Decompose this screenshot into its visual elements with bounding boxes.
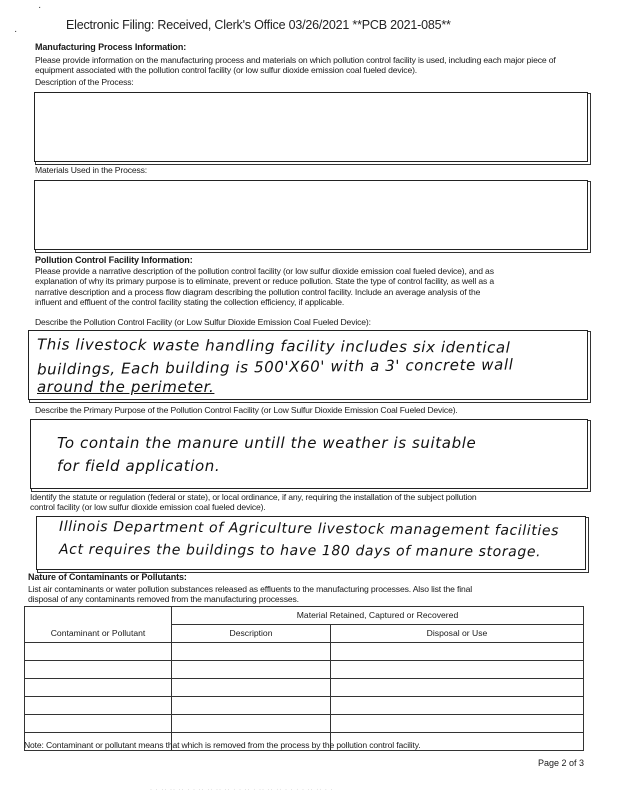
manufacturing-title: Manufacturing Process Information: [35, 42, 187, 52]
table-header-row [25, 624, 584, 642]
table-cell[interactable] [331, 660, 584, 678]
scan-speck: · [38, 2, 42, 13]
table-row[interactable] [25, 696, 584, 714]
describe-facility-label: Describe the Pollution Control Facility (or Low Sulfur Dioxide Emission Coal Fueled Device): [35, 317, 371, 327]
contaminants-table [24, 606, 584, 751]
footnote: Note: Contaminant or pollutant means that which is removed from the process by the pollution control facility. [24, 740, 421, 750]
table-row[interactable] [25, 642, 584, 660]
statute-label-line: Identify the statute or regulation (federal or state), or local ordinance, if any, requiring the installation of the subject pollution [30, 492, 477, 502]
table-cell[interactable] [25, 696, 172, 714]
table-cell[interactable] [172, 660, 331, 678]
table-cell[interactable] [331, 696, 584, 714]
col-contaminant-header: Contaminant or Pollutant [25, 624, 172, 642]
table-cell[interactable] [25, 642, 172, 660]
table-group-header-row [25, 607, 584, 625]
table-cell[interactable] [172, 696, 331, 714]
materials-label: Materials Used in the Process: [35, 165, 148, 175]
statute-field[interactable] [36, 516, 586, 570]
describe-facility-field[interactable] [28, 330, 588, 400]
manufacturing-instructions: Please provide information on the manufacturing process and materials on which pollution control facility is used, including each major piece of equipment associated with the pollution control facility (or low sulfur dioxide emission coal fueled device). [35, 55, 556, 76]
scan-noise: · · ·· ·· ·· · · ·· ·· ·· ·· · · ·· · ·· ·· ·· · · · · ·· ·· · · [150, 787, 334, 793]
handwritten-line: Act requires the buildings to have 180 days of manure storage. [58, 541, 542, 561]
col-disposal-header: Disposal or Use [331, 624, 584, 642]
table-cell[interactable] [25, 678, 172, 696]
contaminants-instructions [28, 584, 472, 605]
pollution-instructions-line: influent and effluent of the control facility stating the collection efficiency, if applicable. [35, 297, 345, 308]
handwritten-line: buildings, Each building is 500'X60' with a 3' concrete wall [36, 355, 514, 379]
contaminants-instructions-line: List air contaminants or water pollution substances released as effluents to the manufacturing processes. Also list the final [28, 584, 472, 594]
table-row[interactable] [25, 678, 584, 696]
primary-purpose-field[interactable] [30, 419, 588, 489]
process-description-field[interactable] [34, 92, 588, 162]
table-cell[interactable] [25, 660, 172, 678]
pollution-instructions-line: explanation of why its primary purpose is to eliminate, prevent or reduce pollution. State the type of control facility, as well as a [35, 276, 494, 287]
contaminants-instructions-line: disposal of any contaminants removed from the manufacturing processes. [28, 594, 299, 605]
table-row[interactable] [25, 660, 584, 678]
pollution-instructions-line: Please provide a narrative description of the pollution control facility (or low sulfur dioxide emission coal fueled device), and as [35, 266, 494, 276]
primary-purpose-label: Describe the Primary Purpose of the Pollution Control Facility (or Low Sulfur Dioxide Emission Coal Fueled Device). [35, 405, 458, 415]
materials-field[interactable] [34, 180, 588, 250]
table-row[interactable] [25, 714, 584, 732]
scan-speck: · [14, 26, 18, 37]
table-cell[interactable] [172, 678, 331, 696]
handwritten-line: Illinois Department of Agriculture livestock management facilities [58, 518, 560, 540]
col-description-header: Description [172, 624, 331, 642]
table-cell[interactable] [331, 678, 584, 696]
table-cell[interactable] [172, 714, 331, 732]
handwritten-line: This livestock waste handling facility includes six identical [36, 335, 511, 357]
handwritten-line: around the perimeter. [37, 378, 215, 396]
filing-stamp: Electronic Filing: Received, Clerk's Office 03/26/2021 **PCB 2021-085** [66, 18, 451, 32]
statute-label-line: control facility (or low sulfur dioxide emission coal fueled device). [30, 502, 266, 513]
contaminants-title: Nature of Contaminants or Pollutants: [28, 572, 187, 582]
pollution-instructions-line: narrative description and a process flow diagram describing the pollution control facility. Include an average analysis of the [35, 286, 481, 297]
page-number: Page 2 of 3 [537, 758, 584, 768]
statute-label [30, 492, 476, 513]
table-cell[interactable] [331, 642, 584, 660]
group-header: Material Retained, Captured or Recovered [172, 607, 584, 625]
handwritten-line: To contain the manure untill the weather is suitable [57, 434, 477, 452]
pollution-control-title: Pollution Control Facility Information: [35, 255, 193, 265]
table-cell[interactable] [25, 714, 172, 732]
table-cell[interactable] [172, 642, 331, 660]
table-cell [25, 607, 172, 625]
table-cell[interactable] [331, 714, 584, 732]
process-description-label: Description of the Process: [35, 77, 134, 87]
pollution-control-instructions [35, 266, 591, 308]
handwritten-line: for field application. [57, 457, 221, 475]
